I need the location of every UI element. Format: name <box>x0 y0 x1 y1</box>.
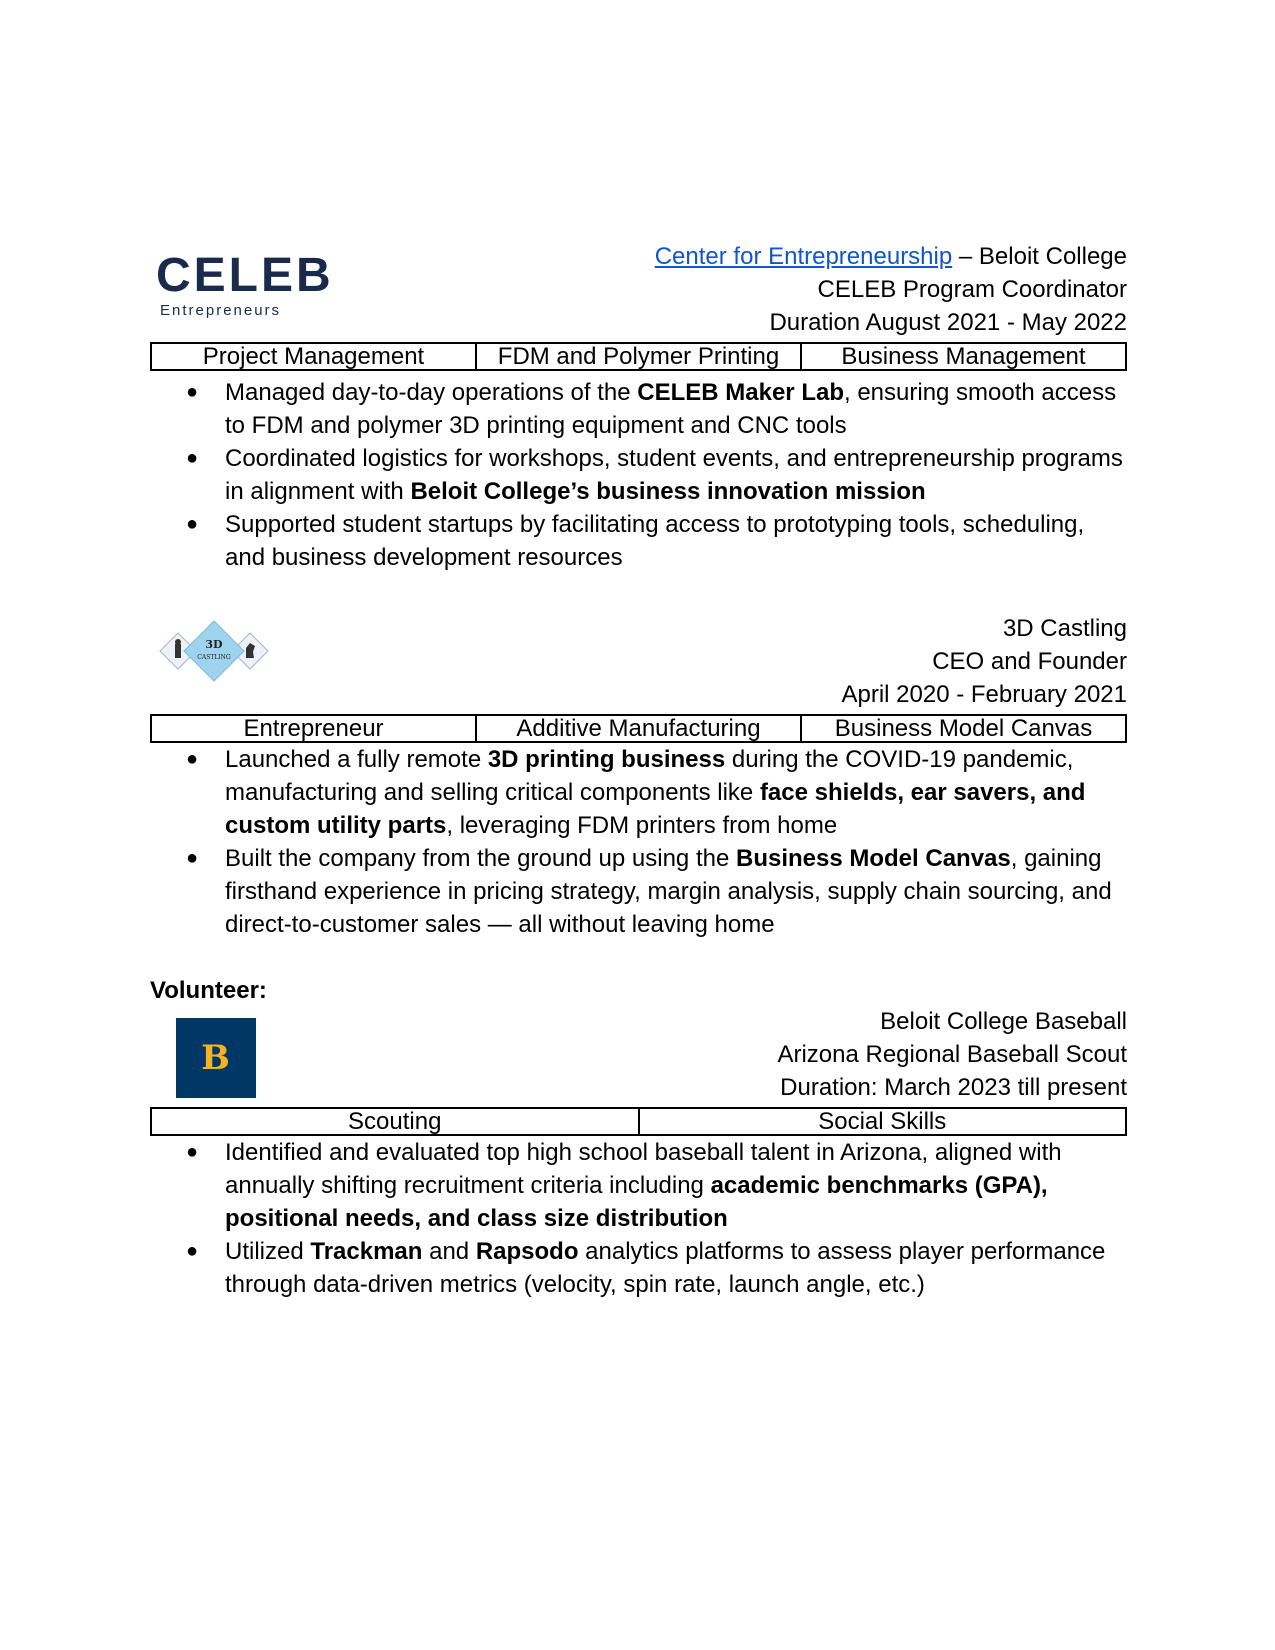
job-header <box>150 1005 1127 1105</box>
duration: Duration: March 2023 till present <box>780 1074 1127 1101</box>
celeb-logo <box>156 249 334 319</box>
job-header <box>150 612 1127 712</box>
castling-logo <box>156 618 272 684</box>
skills-table <box>150 1107 1127 1136</box>
duration: Duration August 2021 - May 2022 <box>769 309 1127 336</box>
skills-table <box>150 714 1127 743</box>
castling-logo-word: 3D <box>205 638 223 651</box>
list-item: ● Coordinated logistics for workshops, student events, and entrepreneurship programs in alignment with Beloit College’s business innovation mission <box>150 442 1127 508</box>
skill-cell: Entrepreneur <box>152 716 477 741</box>
job-header-info <box>842 612 1128 711</box>
celeb-logo-sub: Entrepreneurs <box>160 302 282 319</box>
skills-table <box>150 342 1127 371</box>
job-3d-castling <box>150 612 1127 938</box>
bullet-list <box>150 1136 1127 1301</box>
org-rest: – Beloit College <box>952 243 1127 270</box>
celeb-logo-word: CELEB <box>156 249 334 302</box>
list-item: ● Identified and evaluated top high school baseball talent in Arizona, aligned with annually shifting recruitment criteria including academic benchmarks (GPA), positional needs, and class size distribution <box>150 1136 1127 1235</box>
skill-cell: Additive Manufacturing <box>477 716 802 741</box>
skill-cell: Business Management <box>841 344 1086 369</box>
skill-cell: FDM and Polymer Printing <box>477 344 802 369</box>
org-name: Beloit College Baseball <box>880 1008 1127 1035</box>
volunteer-heading: Volunteer: <box>150 977 267 1004</box>
volunteer-baseball <box>150 1005 1127 1298</box>
role-title: Arizona Regional Baseball Scout <box>777 1041 1127 1068</box>
castling-logo-sub: CASTLING <box>197 654 231 661</box>
bullet-list <box>150 743 1127 941</box>
job-header <box>150 240 1127 340</box>
role-title: CELEB Program Coordinator <box>817 276 1127 303</box>
baseball-logo-letter: B <box>201 1038 231 1078</box>
bullet-list <box>150 376 1127 574</box>
list-item: ● Managed day-to-day operations of the CELEB Maker Lab, ensuring smooth access to FDM and polymer 3D printing equipment and CNC tools <box>150 376 1127 442</box>
org-line <box>655 240 1127 273</box>
skill-cell: Scouting <box>152 1109 640 1134</box>
job-header-info <box>655 240 1127 339</box>
castling-logo-icon <box>156 618 272 684</box>
baseball-logo <box>176 1018 256 1098</box>
skill-cell: Business Model Canvas <box>834 716 1093 741</box>
duration: April 2020 - February 2021 <box>841 681 1127 708</box>
list-item: ● Built the company from the ground up using the Business Model Canvas, gaining firsthand experience in pricing strategy, margin analysis, supply chain sourcing, and direct-to-customer sales — all without leaving home <box>150 842 1127 941</box>
job-header-info <box>777 1005 1127 1104</box>
list-item: ● Supported student startups by facilitating access to prototyping tools, scheduling, and business development resources <box>150 508 1127 574</box>
list-item: ● Utilized Trackman and Rapsodo analytics platforms to assess player performance through data-driven metrics (velocity, spin rate, launch angle, etc.) <box>150 1235 1127 1301</box>
org-name: 3D Castling <box>1002 615 1127 642</box>
job-celeb <box>150 240 1127 571</box>
skill-cell: Social Skills <box>818 1109 947 1134</box>
skill-cell: Project Management <box>152 344 477 369</box>
role-title: CEO and Founder <box>932 648 1127 675</box>
list-item: ● Launched a fully remote 3D printing business during the COVID-19 pandemic, manufacturing and selling critical components like face shields, ear savers, and custom utility parts, leveraging FDM printers from home <box>150 743 1127 842</box>
org-link[interactable]: Center for Entrepreneurship <box>654 243 953 270</box>
